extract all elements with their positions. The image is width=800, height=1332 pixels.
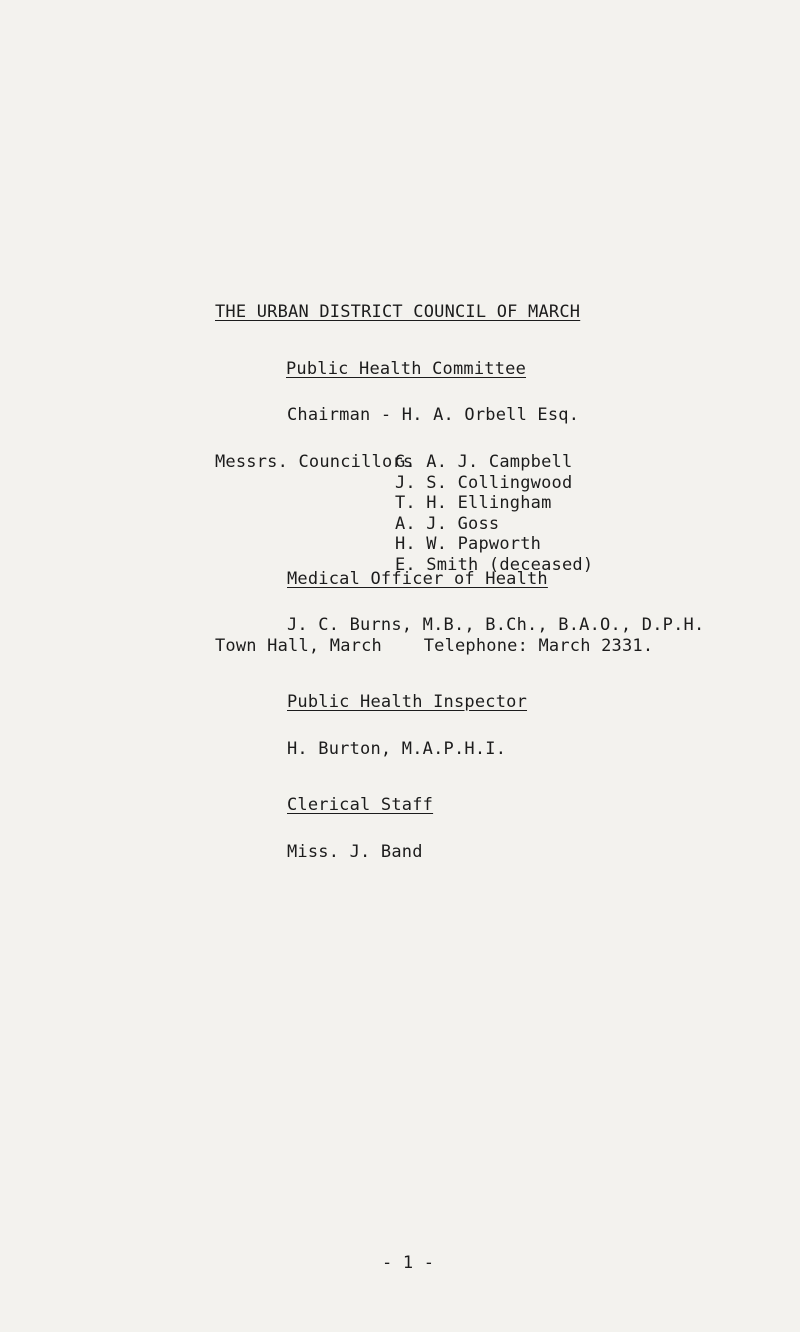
- councillors-list: [395, 452, 593, 575]
- councillor-entry: A. J. Goss: [395, 513, 500, 534]
- committee-heading: Public Health Committee: [286, 359, 527, 379]
- councillor-entry: T. H. Ellingham: [395, 493, 552, 513]
- inspector-name: H. Burton, M.A.P.H.I.: [287, 739, 507, 759]
- councillors-prefix: Messrs. Councillors: [215, 452, 414, 472]
- inspector-heading: Public Health Inspector: [287, 692, 528, 712]
- document-title: THE URBAN DISTRICT COUNCIL OF MARCH: [215, 302, 581, 322]
- clerical-heading: Clerical Staff: [287, 795, 434, 815]
- medical-officer-address: Town Hall, March Telephone: March 2331.: [215, 636, 654, 656]
- page-number: - 1 -: [382, 1253, 435, 1273]
- chairman-line: Chairman - H. A. Orbell Esq.: [287, 405, 580, 425]
- councillor-entry: E. Smith (deceased): [395, 554, 594, 575]
- medical-officer-heading: Medical Officer of Health: [287, 569, 548, 589]
- councillor-entry: H. W. Papworth: [395, 534, 542, 554]
- medical-officer-name: J. C. Burns, M.B., B.Ch., B.A.O., D.P.H.: [287, 615, 705, 635]
- clerical-name: Miss. J. Band: [287, 842, 423, 862]
- councillor-entry: J. S. Collingwood: [395, 472, 573, 493]
- councillor-entry: G. A. J. Campbell: [395, 452, 573, 472]
